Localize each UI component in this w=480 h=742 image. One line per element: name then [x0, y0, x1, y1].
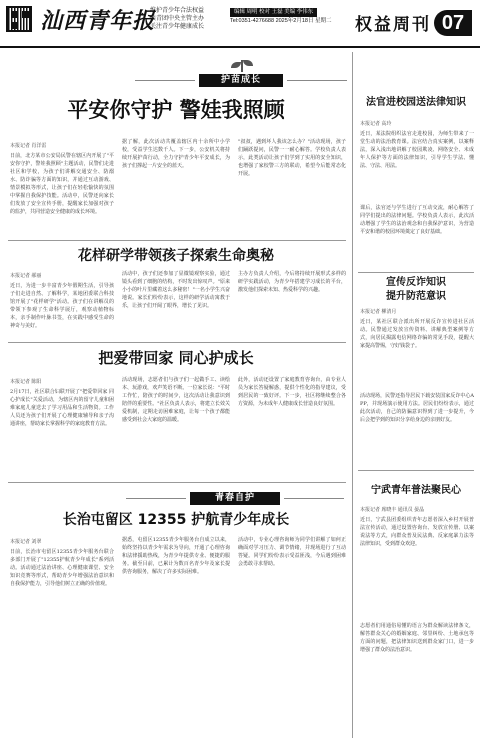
sidebar-article-2-p1: 近日，某社区联合派出所开展反诈宣传进社区活动。民警通过发放宣传资料、讲解典型案例等方式，向居民揭露电信网络诈骗的常见手段，提醒大家提高警惕，守好钱袋子。 [360, 319, 474, 349]
column-divider [352, 52, 353, 738]
qr-code-icon [6, 6, 32, 32]
sidebar-headline-1: 法官进校园送法律知识 [366, 97, 466, 108]
article-4-col-3: 活动中，专业心理咨询师为同学们讲解了如何正确面对学习压力、调节情绪，并现场进行了互动答疑。同学们纷纷表示受益匪浅，今后遇到困难会勇敢寻求帮助。 [238, 537, 346, 567]
headline-4: 长治屯留区 12355 护航青少年成长 [62, 512, 290, 528]
article-4-col-2: 据悉，屯留区12355青少年服务台自成立以来，始终坚持以青少年需求为导向，开通了心理咨询和法律援助热线，为青少年提供专业、便捷的服务。截至目前，已累计为数百名青少年及家长提供咨询服务，解决了许多实际困难。 [122, 537, 230, 575]
article-3-col-1: 2月17日，社区联合妇联开展了"把爱带回家 同心护成长"关爱活动，为辖区内的留守儿童和困难家庭儿童送去了学习用品和生活物资。工作人员还为孩子们开展了心理健康辅导和亲子沟通讲座，帮助家长掌握科学的家庭教育方法。 [10, 389, 114, 427]
headline-1: 平安你守护 警娃我照顾 [67, 98, 285, 122]
headline-2: 花样研学带领孩子探索生命奥秘 [78, 248, 274, 264]
byline-2: 本报记者 郝丽 [10, 273, 42, 279]
article-1-col-2: 据了解，此次活动共覆盖辖区内十余所中小学校，受益学生达数千人。下一步，公安机关将持续开展护苗行动，全力守护青少年平安成长，为孩子们撑起一片安全的蓝天。 [122, 139, 230, 169]
sidebar-article-1-p1: 近日，某法院组织法官走进校园，为师生带来了一堂生动的法治教育课。法官结合真实案例，以案释法，深入浅出地讲解了校园欺凌、网络安全、未成年人保护等方面的法律知识，引导学生学法、懂法、守法、用法。 [360, 131, 474, 169]
byline-3: 本报记者 陈阳 [10, 379, 42, 385]
slogan-line: 关注青少年健康成长 [150, 24, 205, 30]
sidebar-headline-2: 宣传反诈知识 提升防范意识 [386, 277, 446, 302]
byline-4: 本报记者 刘翠 [10, 539, 42, 545]
newspaper-logo: 汕西青年报 [40, 8, 156, 34]
section-banner-qingchun: 青春自护 [190, 492, 280, 505]
sidebar-article-1-p2: 课后，法官还与学生进行了互动交流，耐心解答了同学们提出的法律问题。学校负责人表示，此次活动增强了学生的法治观念和自我保护意识，为营造平安和谐的校园环境奠定了良好基础。 [360, 205, 474, 235]
article-3-col-3: 此外，活动还设置了家庭教育咨询台，由专业人员为家长答疑解惑，提供个性化的指导建议，受到居民的一致好评。下一步，社区将继续整合各方资源，为未成年人健康成长营造良好氛围。 [238, 377, 346, 407]
masthead-slogans [150, 7, 204, 31]
article-4-col-1: 日前，长治市屯留区12355青少年服务台联合多部门开展了"12355护航青少年成长"系列活动。活动通过法治讲座、心理健康课堂、安全知识竞赛等形式，帮助青少年增强法治意识和自我保护能力，引导他们树立正确的价值观。 [10, 549, 114, 587]
article-1-col-1: 日前，北方某市公安局民警在辖区内开展了"平安你守护，警娃我照顾"主题活动，民警们走进社区和学校，为孩子们讲解交通安全、防溺水、防诈骗等方面的知识，并通过互动游戏、情景模拟等形式，让孩子们在轻松愉快的氛围中掌握自我保护技能。活动中，民警还向家长们发放了安全宣传手册，提醒家长加强对孩子的监护，共同营造安全健康的成长环境。 [10, 153, 114, 215]
sidebar-article-2-p2: 活动现场，民警还指导居民下载安装国家反诈中心APP，并现场演示使用方法。居民们纷纷表示，通过此次活动，自己的防骗意识得到了进一步提升，今后会把学到的知识分享给身边的亲朋好友。 [360, 393, 474, 423]
sidebar-byline-3: 本报记者 席晓丰 通讯员 晏晶 [360, 507, 425, 513]
slogan-line: 维护青少年合法权益 [150, 8, 205, 14]
editor-line: 编辑 周明 校对 王磊 美编 李伟东 [230, 8, 317, 17]
sidebar-headline-3: 宁武青年普法聚民心 [371, 485, 461, 496]
divider [8, 342, 346, 343]
headline-3: 把爱带回家 同心护成长 [98, 349, 254, 367]
masthead [0, 0, 480, 48]
section-title: 权益周刊 [355, 15, 431, 35]
divider [358, 470, 474, 471]
article-1-col-3: "叔叔，遇到坏人我该怎么办？"活动现场，孩子们踊跃提问，民警一一耐心解答。学校负责人表示，此类活动让孩子们学到了实用的安全知识，也增强了家校警三方的联动，希望今后能常态化开展。 [238, 139, 346, 177]
divider [8, 482, 346, 483]
article-2-col-3: 主办方负责人介绍，今后将持续开展形式多样的研学实践活动，为青少年搭建学习成长的平台，激发他们探索未知、热爱科学的兴趣。 [238, 271, 346, 293]
sidebar-byline-1: 本报记者 高玲 [360, 121, 392, 127]
article-3-col-2: 活动现场，志愿者们与孩子们一起做手工、读绘本、玩游戏，欢声笑语不断。一位家长说："平时工作忙，陪孩子的时间少，这次活动让我意识到陪伴的重要性。"社区负责人表示，将建立长效关爱机制，定期走访困难家庭，让每一个孩子都能感受到社会大家庭的温暖。 [122, 377, 230, 423]
article-2-col-2: 活动中，孩子们还参加了显微镜观察实验，通过镜头看到了细胞的结构，不时发出惊叹声。"原来小小的叶片里藏着这么多秘密！"一名小学生兴奋地说。家长们纷纷表示，这样的研学活动寓教于乐，让孩子们开阔了眼界，增长了见识。 [122, 271, 230, 309]
divider [8, 240, 346, 241]
divider [358, 272, 474, 273]
sidebar-article-3-p2: 志愿者们用通俗易懂的语言为群众解读法律条文，解答群众关心的婚姻家庭、邻里纠纷、土地承包等方面的问题，把法律知识送到群众家门口，进一步增强了群众的法治意识。 [360, 623, 474, 653]
masthead-info [230, 8, 332, 26]
page-number: 07 [434, 10, 472, 36]
date-line: Tel:0351-4276688 2025年2月18日 星期二 [230, 18, 332, 24]
byline-1: 本报记者 肖洋雷 [10, 143, 47, 149]
slogan-line: 共青团中央主管主办 [150, 16, 205, 22]
section-banner-huimiao: 护苗成长 [199, 74, 283, 87]
article-2-col-1: 近日，为进一步丰富青少年假期生活，引导孩子们走进自然、了解科学，某地团委联合科技馆开展了"花样研学"活动。孩子们在讲解员的带领下参观了生命科学展厅，观察动植物标本，亲手制作叶脉书签，在实践中感受生命的神奇与美好。 [10, 283, 114, 329]
leaf-icon [243, 60, 253, 66]
leaf-icon [231, 62, 241, 68]
sidebar-byline-2: 本报记者 柳清月 [360, 309, 397, 315]
sidebar-article-3-p1: 近日，宁武县团委组织青年志愿者深入乡村开展普法宣传活动，通过设置咨询台、发放宣传册、以案说法等方式，向群众普及民法典、反家庭暴力法等法律知识，受到群众欢迎。 [360, 517, 474, 547]
